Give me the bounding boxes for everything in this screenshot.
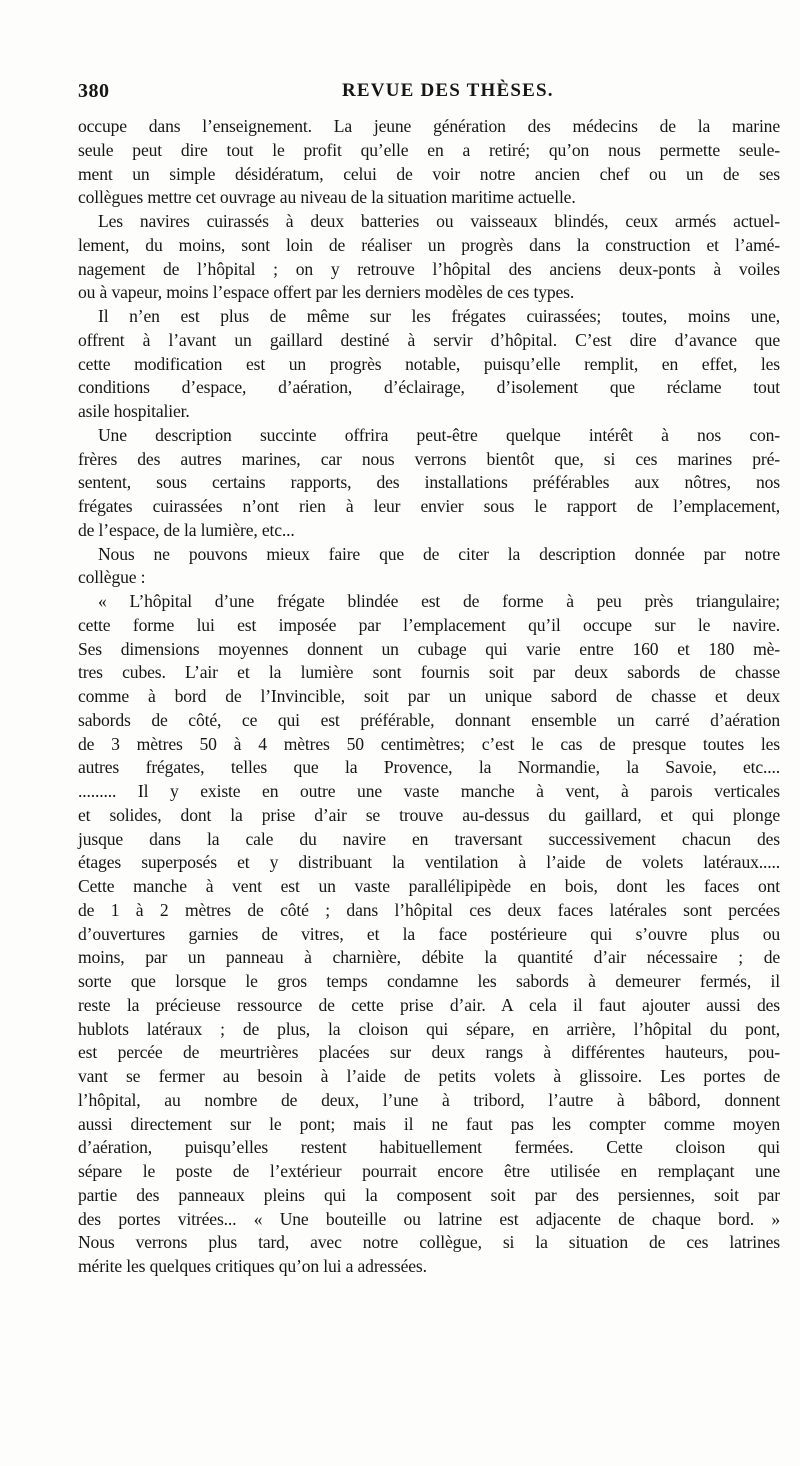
text-line: partie des panneaux pleins qui la composent soit par des persiennes, soit par <box>78 1184 780 1205</box>
text-line: sabords de côté, ce qui est préférable, donnant ensemble un carré d’aération <box>78 709 780 730</box>
text-line: sentent, sous certains rapports, des installations préférables aux nôtres, nos <box>78 472 780 493</box>
text-line: collègue : <box>78 567 146 588</box>
text-line: « L’hôpital d’une frégate blindée est de forme à peu près triangulaire; <box>98 591 780 611</box>
text-line: sorte que lorsque le gros temps condamne les sabords à demeurer fermés, il <box>78 971 780 991</box>
text-line: jusque dans la cale du navire en traversant successivement chacun des <box>78 828 780 849</box>
text-line: occupe dans l’enseignement. La jeune génération des médecins de la marine <box>78 116 780 136</box>
text-line: cette modification est un progrès notable, puisqu’elle remplit, en effet, les <box>78 353 780 374</box>
text-line: hublots latéraux ; de plus, la cloison qui sépare, en arrière, l’hôpital du pont, <box>78 1018 780 1039</box>
text-line: Ses dimensions moyennes donnent un cubage qui varie entre 160 et 180 mè- <box>78 638 780 659</box>
text-line: frères des autres marines, car nous verrons bientôt que, si ces marines pré- <box>78 448 780 469</box>
text-line: nagement de l’hôpital ; on y retrouve l’hôpital des anciens deux-ponts à voiles <box>78 258 780 279</box>
running-head <box>78 80 778 106</box>
text-line: d’aération, puisqu’elles restent habituellement fermées. Cette cloison qui <box>78 1137 780 1158</box>
text-line: étages superposés et y distribuant la ventilation à l’aide de volets latéraux..... <box>78 852 780 873</box>
text-line: de 1 à 2 mètres de côté ; dans l’hôpital ces deux faces latérales sont percées <box>78 899 780 920</box>
text-line: de 3 mètres 50 à 4 mètres 50 centimètres; c’est le cas de presque toutes les <box>78 733 780 754</box>
text-line: tres cubes. L’air et la lumière sont fournis soit par deux sabords de chasse <box>78 662 780 683</box>
text-line: asile hospitalier. <box>78 401 190 421</box>
text-line: Nous ne pouvons mieux faire que de citer la description donnée par notre <box>98 543 780 564</box>
running-title: REVUE DES THÈSES. <box>342 80 554 101</box>
text-line: et solides, dont la prise d’air se trouve au-dessus du gaillard, et qui plonge <box>78 804 780 825</box>
text-line: ......... Il y existe en outre une vaste manche à vent, à parois verticales <box>78 781 780 801</box>
text-line: Cette manche à vent est un vaste parallélipipède en bois, dont les faces ont <box>78 876 780 896</box>
text-line: mérite les quelques critiques qu’on lui a adressées. <box>78 1256 427 1276</box>
text-line: sépare le poste de l’extérieur pourrait encore être utilisée en remplaçant une <box>78 1161 780 1181</box>
text-line: des portes vitrées... « Une bouteille ou latrine est adjacente de chaque bord. » <box>78 1208 780 1229</box>
text-line: d’ouvertures garnies de vitres, et la face postérieure qui s’ouvre plus ou <box>78 923 780 944</box>
text-line: Une description succinte offrira peut-être quelque intérêt à nos con- <box>98 424 780 445</box>
text-line: frégates cuirassées n’ont rien à leur envier sous le rapport de l’emplacement, <box>78 496 780 516</box>
text-line: autres frégates, telles que la Provence, la Normandie, la Savoie, etc.... <box>78 757 780 778</box>
text-line: Nous verrons plus tard, avec notre collègue, si la situation de ces latrines <box>78 1232 780 1253</box>
text-line: collègues mettre cet ouvrage au niveau de la situation maritime actuelle. <box>78 187 576 208</box>
text-line: de l’espace, de la lumière, etc... <box>78 519 295 540</box>
text-line: Il n’en est plus de même sur les frégates cuirassées; toutes, moins une, <box>98 306 780 326</box>
text-line: ou à vapeur, moins l’espace offert par les derniers modèles de ces types. <box>78 282 575 303</box>
text-line: comme à bord de l’Invincible, soit par un unique sabord de chasse et deux <box>78 686 780 706</box>
text-line: ment un simple désidératum, celui de voir notre ancien chef ou un de ses <box>78 163 780 184</box>
text-line: aussi directement sur le pont; mais il ne faut pas les compter comme moyen <box>78 1113 780 1134</box>
text-line: reste la précieuse ressource de cette prise d’air. A cela il faut ajouter aussi des <box>78 994 780 1015</box>
text-line: moins, par un panneau à charnière, débite la quantité d’air nécessaire ; de <box>78 947 780 968</box>
text-line: conditions d’espace, d’aération, d’éclairage, d’isolement que réclame tout <box>78 377 780 398</box>
text-line: vant se fermer au besoin à l’aide de petits volets à glissoire. Les portes de <box>78 1066 780 1086</box>
text-line: offrent à l’avant un gaillard destiné à servir d’hôpital. C’est dire d’avance que <box>78 329 780 350</box>
body-text <box>78 115 780 1279</box>
text-line: Les navires cuirassés à deux batteries ou vaisseaux blindés, ceux armés actuel- <box>98 211 780 231</box>
page-number: 380 <box>78 80 110 102</box>
text-line: est percée de meurtrières placées sur deux rangs à différentes hauteurs, pou- <box>78 1042 780 1063</box>
text-line: lement, du moins, sont loin de réaliser un progrès dans la construction et l’amé- <box>78 234 780 255</box>
text-line: cette forme lui est imposée par l’emplacement qu’il occupe sur le navire. <box>78 614 780 635</box>
text-line: seule peut dire tout le profit qu’elle en a retiré; qu’on nous permette seule- <box>78 139 780 160</box>
text-line: l’hôpital, au nombre de deux, l’une à tribord, l’autre à bâbord, donnent <box>78 1089 780 1110</box>
